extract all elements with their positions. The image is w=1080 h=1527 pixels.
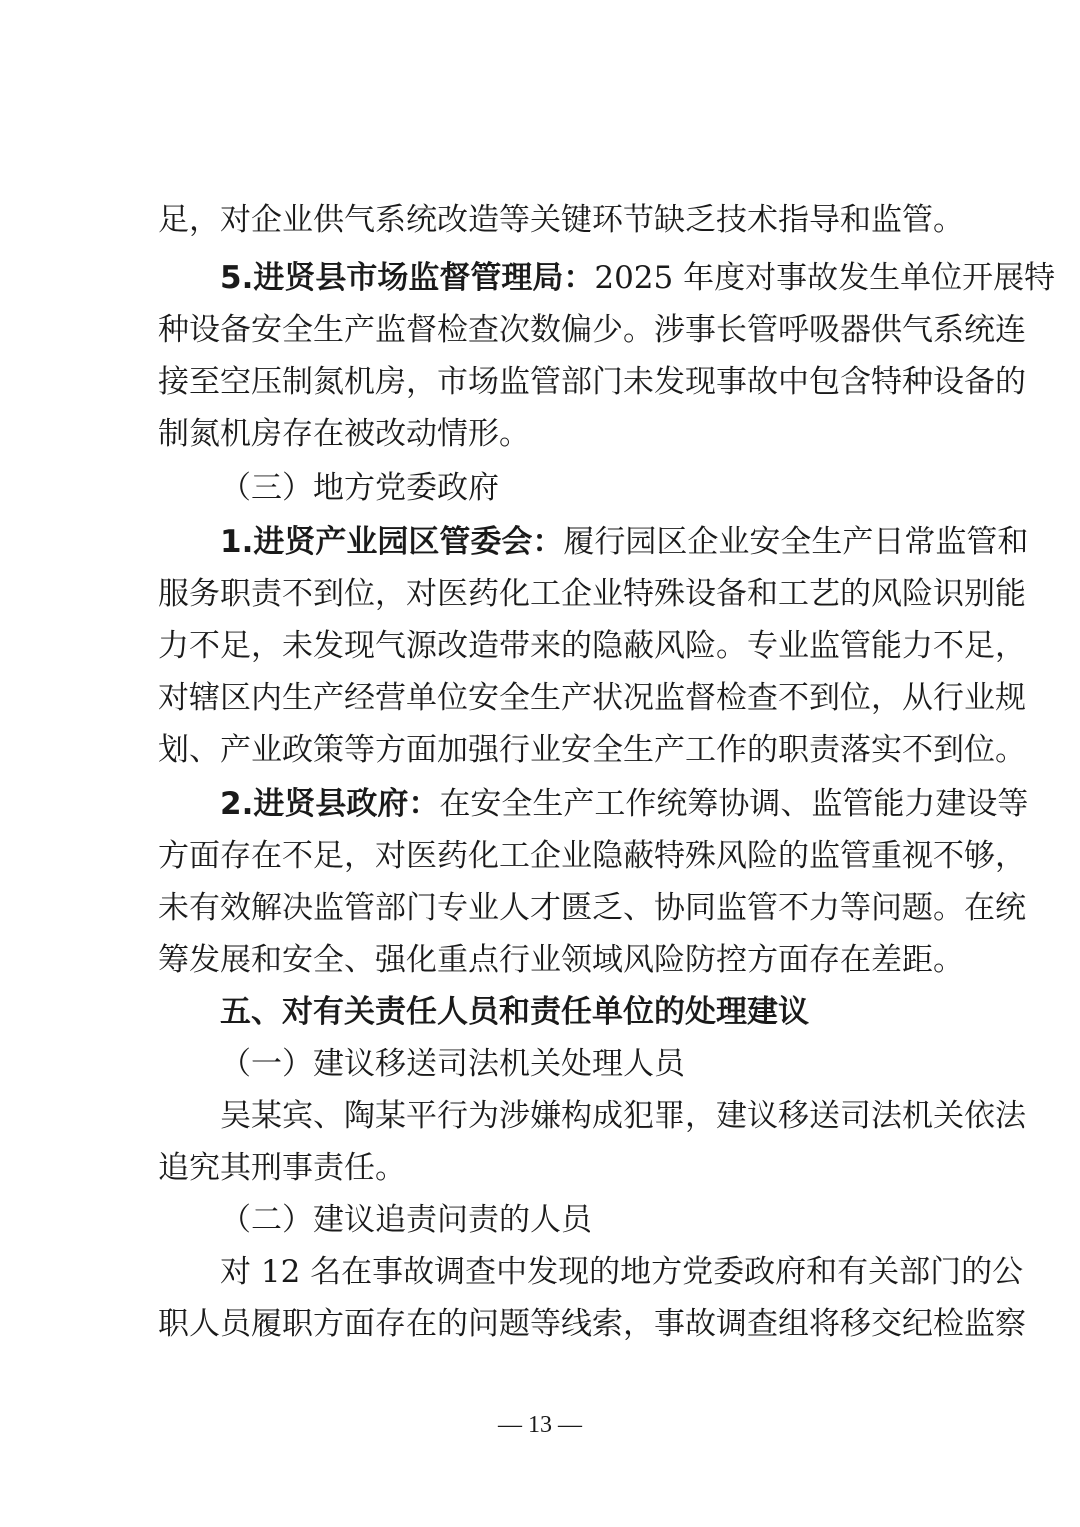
paragraph-label: 1.进贤产业园区管委会： xyxy=(220,524,564,560)
page-number: — 13 — xyxy=(498,1412,582,1438)
body-text-line: 制氮机房存在被改动情形。 xyxy=(158,416,530,452)
body-text-line: 吴某宾、陶某平行为涉嫌构成犯罪，建议移送司法机关依法 xyxy=(220,1098,1026,1134)
body-text-line: 力不足，未发现气源改造带来的隐蔽风险。专业监管能力不足， xyxy=(158,628,1026,664)
body-text-line: 未有效解决监管部门专业人才匮乏、协同监管不力等问题。在统 xyxy=(158,890,1026,926)
section-subheading: （二）建议追责问责的人员 xyxy=(220,1202,592,1238)
section-subheading: （一）建议移送司法机关处理人员 xyxy=(220,1046,685,1082)
section-subheading: （三）地方党委政府 xyxy=(220,470,499,506)
body-text-line: 2.进贤县政府：在安全生产工作统筹协调、监管能力建设等 xyxy=(220,786,1029,822)
body-text-line: 对 12 名在事故调查中发现的地方党委政府和有关部门的公 xyxy=(220,1254,1024,1290)
body-text-line: 服务职责不到位，对医药化工企业特殊设备和工艺的风险识别能 xyxy=(158,576,1026,612)
body-text-line: 对辖区内生产经营单位安全生产状况监督检查不到位，从行业规 xyxy=(158,680,1026,716)
body-text-line: 1.进贤产业园区管委会：履行园区企业安全生产日常监管和 xyxy=(220,524,1029,560)
body-text-line: 职人员履职方面存在的问题等线索，事故调查组将移交纪检监察 xyxy=(158,1306,1026,1342)
body-text-line: 追究其刑事责任。 xyxy=(158,1150,406,1186)
body-text-line: 接至空压制氮机房，市场监管部门未发现事故中包含特种设备的 xyxy=(158,364,1026,400)
section-heading: 五、对有关责任人员和责任单位的处理建议 xyxy=(220,994,809,1030)
paragraph-label: 2.进贤县政府： xyxy=(220,786,440,822)
body-text-line: 划、产业政策等方面加强行业安全生产工作的职责落实不到位。 xyxy=(158,732,1026,768)
body-text-line: 5.进贤县市场监督管理局：2025 年度对事故发生单位开展特 xyxy=(220,260,1056,296)
body-text-line: 筹发展和安全、强化重点行业领域风险防控方面存在差距。 xyxy=(158,942,964,978)
body-text-line: 种设备安全生产监督检查次数偏少。涉事长管呼吸器供气系统连 xyxy=(158,312,1026,348)
paragraph-label: 5.进贤县市场监督管理局： xyxy=(220,260,595,296)
body-text-line: 足，对企业供气系统改造等关键环节缺乏技术指导和监管。 xyxy=(158,202,964,238)
body-text-line: 方面存在不足，对医药化工企业隐蔽特殊风险的监管重视不够， xyxy=(158,838,1026,874)
